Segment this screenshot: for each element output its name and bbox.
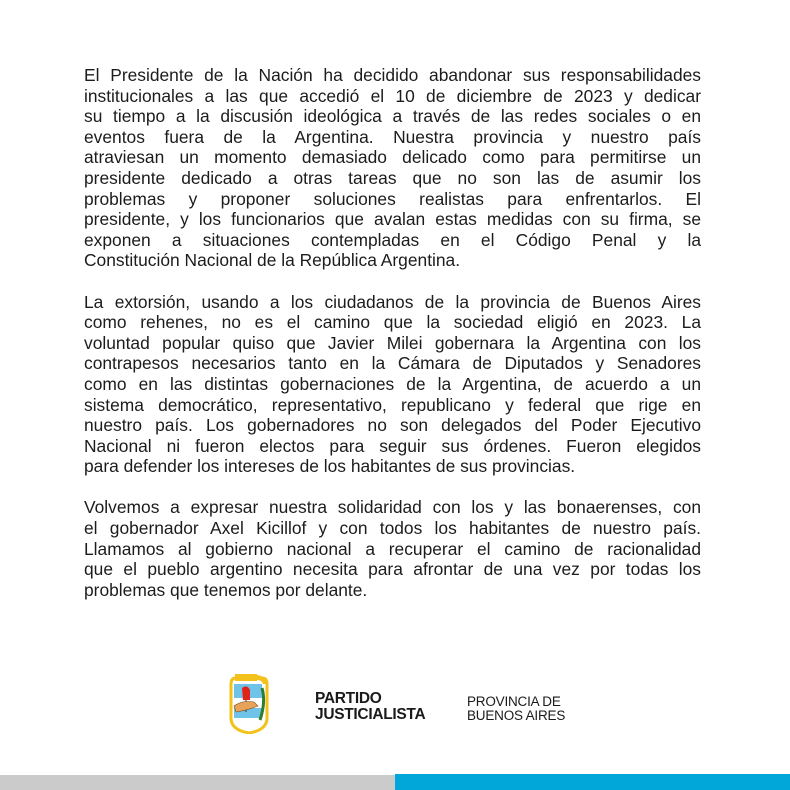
text-line: atraviesan un momento demasiado delicado como para permitirse un [84, 147, 701, 168]
text-line: Constitución Nacional de la República Argentina. [84, 250, 461, 271]
text-line: La extorsión, usando a los ciudadanos de la provincia de Buenos Aires [84, 291, 701, 312]
text-line: problemas que tenemos por delante. [84, 579, 368, 600]
text-line: Llamamos al gobierno nacional a recuperar el camino de racionalidad [84, 538, 701, 559]
footer-bar-gray [0, 775, 395, 790]
text-line: para defender los intereses de los habitantes de sus provincias. [84, 456, 576, 477]
text-line: Volvemos a expresar nuestra solidaridad con los y las bonaerenses, con [84, 497, 701, 518]
footer-logos [228, 672, 568, 736]
paragraph-1 [84, 65, 701, 271]
wordmark-line: PARTIDO [315, 690, 382, 707]
wordmark-line: PROVINCIA DE [467, 694, 561, 709]
wordmark-line: BUENOS AIRES [467, 707, 566, 723]
text-line: exponen a situaciones contempladas en el Código Penal y la [84, 229, 701, 250]
footer-bar-blue [395, 774, 790, 790]
text-line: contrapesos necesarios tanto en la Cámara de Diputados y Senadores [84, 353, 701, 374]
text-line: El Presidente de la Nación ha decidido abandonar sus responsabilidades [84, 65, 701, 85]
text-line: Nacional ni fueron electos para seguir sus órdenes. Fueron elegidos [84, 435, 701, 456]
text-line: que el pueblo argentino necesita para afrontar de una vez por todas los [84, 559, 701, 580]
paragraph-3 [84, 497, 701, 600]
wordmark-line: JUSTICIALISTA [315, 706, 426, 723]
text-line: el gobernador Axel Kicillof y con todos los habitantes de nuestro país. [84, 518, 701, 539]
provincia-buenos-aires-wordmark [467, 695, 565, 722]
text-line: presidente dedicado a otras tareas que no son las de asumir los [84, 167, 701, 188]
text-line: presidente, y los funcionarios que avalan estas medidas con su firma, se [84, 209, 701, 230]
text-line: eventos fuera de la Argentina. Nuestra provincia y nuestro país [84, 126, 701, 147]
text-line: como rehenes, no es el camino que la sociedad eligió en 2023. La [84, 312, 701, 333]
text-line: su tiempo a la discusión ideológica a través de las redes sociales o en [84, 106, 701, 127]
paragraph-2 [84, 292, 701, 477]
text-line: nuestro país. Los gobernadores no son delegados del Poder Ejecutivo [84, 415, 701, 436]
statement-body [84, 65, 701, 621]
text-line: como en las distintas gobernaciones de la Argentina, de acuerdo a un [84, 373, 701, 394]
text-line: voluntad popular quiso que Javier Milei gobernara la Argentina con los [84, 332, 701, 353]
text-line: sistema democrático, representativo, republicano y federal que rige en [84, 394, 701, 415]
text-line: institucionales a las que accedió el 10 de diciembre de 2023 y dedicar [84, 85, 701, 106]
partido-justicialista-wordmark [315, 691, 425, 723]
text-line: problemas y proponer soluciones realistas para enfrentarlos. El [84, 188, 701, 209]
pj-shield-logo [228, 672, 270, 734]
